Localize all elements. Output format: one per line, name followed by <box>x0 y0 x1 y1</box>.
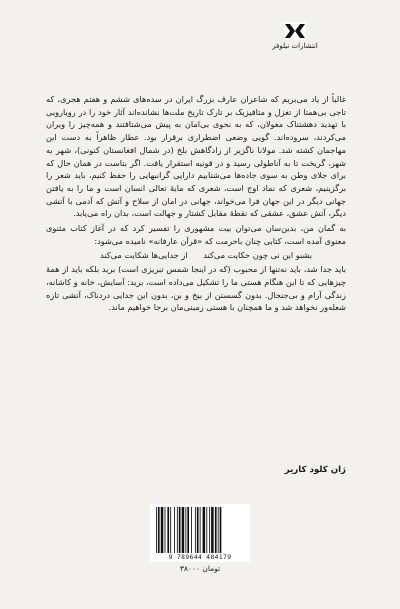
back-cover-blurb <box>46 93 346 316</box>
barcode-area <box>150 504 250 574</box>
publisher-logo-icon <box>284 22 306 40</box>
publisher-name: انتشارات نیلوفر <box>272 42 318 50</box>
price-label: ۳۸۰۰۰ تومان <box>179 564 221 573</box>
publisher-logo <box>264 22 326 51</box>
blurb-paragraph: باید جدا شد، باید نه‌تنها از محبوب (که در اینجا شمس تبریزی است) برید بلکه باید از همهٔ چیزهایی که تا این هنگام هستی ما را تشکیل می‌داده است، برید: آسایش، خانه و کاشانه، زندگی آرام و بی‌جنجال. بدون گسستن از بیخ و بن، بدون این جدایی دردناک، آتشی تازه شعله‌ور نخواهد شد و ما همچنان با هستی زمینی‌مان برجا خواهیم ماند. <box>46 264 346 313</box>
isbn-number: 9 789644 484179 <box>150 553 250 562</box>
author-name: ژان کلود کاریر <box>284 465 346 475</box>
masnavi-verse <box>46 249 346 262</box>
verse-second-hemistich: از جدایی‌ها شکایت می‌کند <box>100 250 188 261</box>
verse-first-hemistich: بشنو این نی چون حکایت می‌کند <box>203 250 312 261</box>
blurb-paragraph: به گمان من، بدین‌سان می‌توان بیت مشهوری را تفسیر کرد که در آغاز کتاب مثنوی معنوی آمده است، کتابی چنان باحرمت که «قرآن عارفانه» نامیده می‌شود: <box>46 223 346 246</box>
barcode-icon <box>150 504 250 554</box>
blurb-paragraph: غالباً از یاد می‌بریم که شاعران عارف بزرگ ایران در سده‌های ششم و هفتم هجری، که تاجی بی‌همتا از تغزل و متافیزیک بر تارک تاریخ ملت‌ها نشانده‌اند آثار خود را در رویارویی با تهدید دهشتناک مغولان، که به نحوی بی‌امان به پیش می‌شتافتند و همه‌چیز را ویران می‌کردند، سروده‌اند. گویی وضعی اضطراری برقرار بود. عطار ظاهراً به دست این مهاجمان کشته شد. مولانا ناگزیر از زادگاهش بلخ (در شمال افغانستان کنونی)، شهر به شهر، گریخت تا به آناطولی رسید و در قونیه استقرار یافت. اگر بتاست در همان حال که برای جلای وطن به سوی جاده‌ها می‌شتابیم دارایی گرانبهایی را حفظ کنیم، باید شعر را برگزینیم، شعری که نماد اوج است، شعری که مایهٔ تعالی انسان است و ما را به یافتن جهانی دیگر در این جهان فرا می‌خواند، جهانی در امان از سلاح و آتش که آدمی با آتشی دیگر، آتش عشق، عشقی که نقطهٔ مقابل کشتار و جهالت است، بدان راه می‌یابد. <box>46 94 346 219</box>
